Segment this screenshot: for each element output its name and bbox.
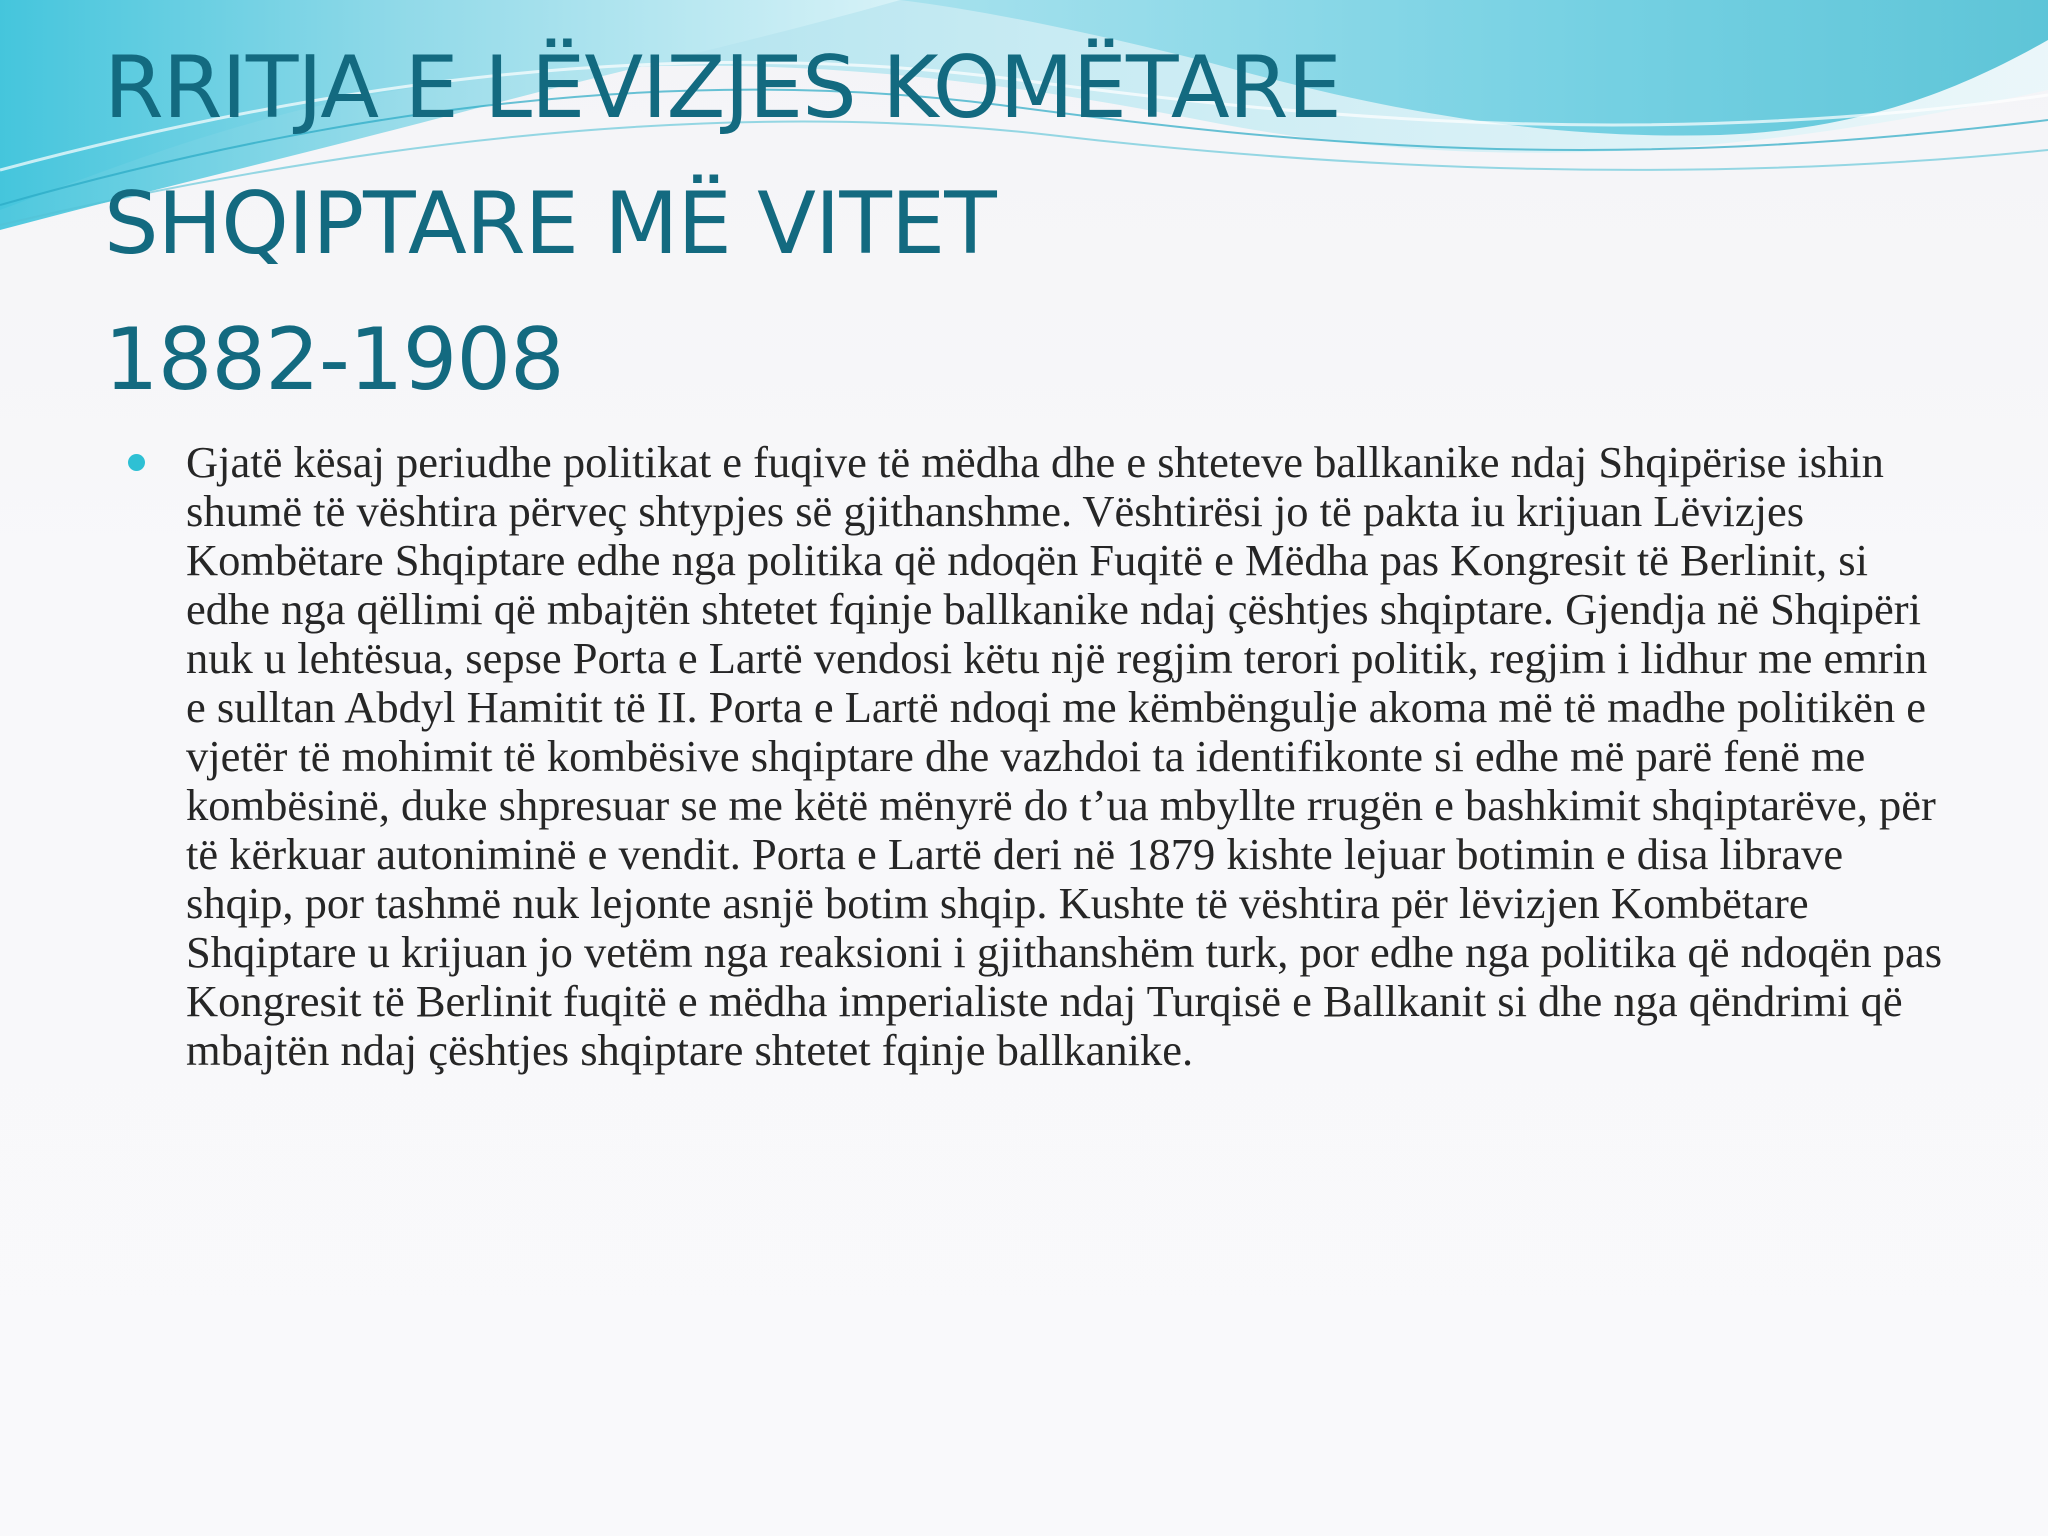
title-line-3: 1882-1908 — [104, 310, 564, 410]
content-area — [124, 438, 1954, 1075]
title-line-1: RRITJA E LËVIZJES KOMËTARE — [104, 38, 1341, 138]
title-line-2: SHQIPTARE MË VITET — [104, 174, 996, 274]
round-bullet-icon — [128, 454, 145, 471]
slide-title — [104, 20, 1804, 428]
bullet-paragraph: Gjatë kësaj periudhe politikat e fuqive të mëdha dhe e shteteve ballkanike ndaj Shqipërise ishin shumë të vështira përveç shtypjes së gjithanshme. Vështirësi jo të pakta iu krijuan Lëvizjes Kombëtare Shqiptare edhe nga politika që ndoqën Fuqitë e Mëdha pas Kongresit të Berlinit, si edhe nga qëllimi që mbajtën shtetet fqinje ballkanike ndaj çështjes shqiptare. Gjendja në Shqipëri nuk u lehtësua, sepse Porta e Lartë vendosi këtu një regjim terori politik, regjim i lidhur me emrin e sulltan Abdyl Hamitit të II. Porta e Lartë ndoqi me këmbëngulje akoma më të madhe politikën e vjetër të mohimit të kombësive shqiptare dhe vazhdoi ta identifikonte si edhe më parë fenë me kombësinë, duke shpresuar se me këtë mënyrë do t’ua mbyllte rrugën e bashkimit shqiptarëve, për të kërkuar autoniminë e vendit. Porta e Lartë deri në 1879 kishte lejuar botimin e disa librave shqip, por tashmë nuk lejonte asnjë botim shqip. Kushte të vështira për lëvizjen Kombëtare Shqiptare u krijuan jo vetëm nga reaksioni i gjithanshëm turk, por edhe nga politika që ndoqën pas Kongresit të Berlinit fuqitë e mëdha imperialiste ndaj Turqisë e Ballkanit si dhe nga qëndrimi që mbajtën ndaj çështjes shqiptare shtetet fqinje ballkanike. — [186, 437, 1943, 1075]
